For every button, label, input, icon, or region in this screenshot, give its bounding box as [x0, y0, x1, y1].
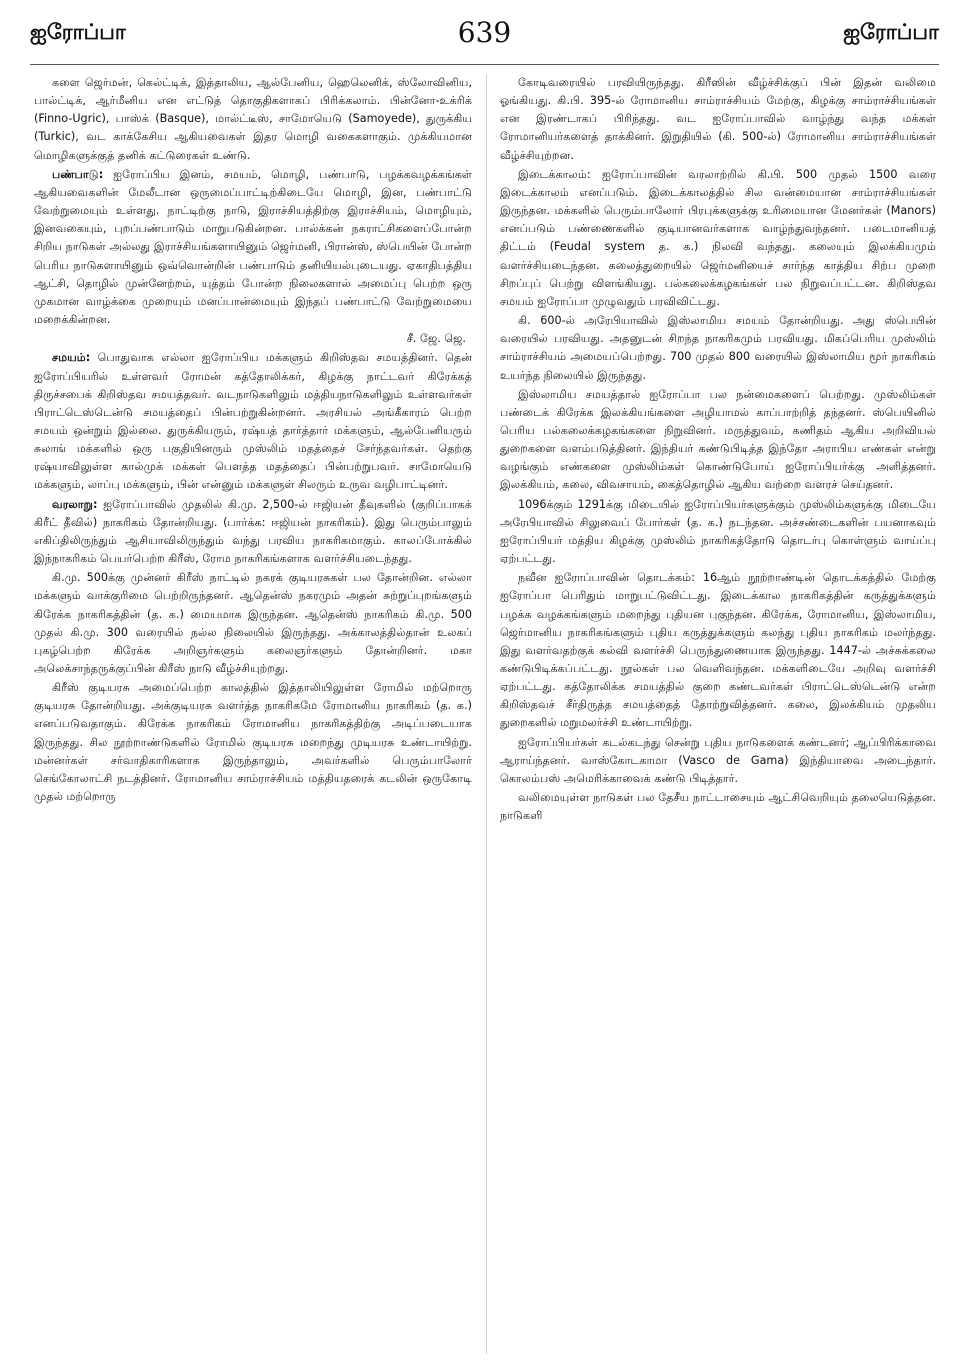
- right-column: [500, 74, 936, 1354]
- paragraph: [500, 789, 936, 825]
- paragraph-text: ஐரோப்பியர்கள் கடல்கடந்து சென்று புதிய நாடுகளைக் கண்டனர்; ஆப்பிரிக்காவை ஆராய்ந்தனர். வாஸ்கோடகாமா (Vasco de Gama) இந்தியாவை அடைந்தார். கொலம்பஸ் அமெரிக்காவைக் கண்டு பிடித்தார்.: [500, 735, 936, 785]
- paragraph-text: இடைக்காலம்: ஐரோப்பாவின் வரலாற்றில் கி.பி. 500 முதல் 1500 வரை இடைக்காலம் எனப்படும். இடைக்காலத்தில் சில வன்மையான சாம்ராச்சியங்கள் இருந்தன. மக்களில் பெரும்பாலோர் பிரபுக்களுக்கு உரிமையான மேனர்கள் (Manors) எனப்படும் பண்ணைகளில் குடியானவர்களாக வாழ்ந்துவந்தனர். படைமானியத் திட்டம் (Feudal system த. க.) நிலவி வந்தது. கலையும் இலக்கியமும் வளர்ச்சியடைந்தன. கலைத்துறையில் ஜெர்மனியைச் சார்ந்த காத்திய சிற்ப முறை சிறப்புப் பெற்று விளங்கியது. பல்கலைக்கழகங்கள் பல நிறுவப்பட்டன. கிறிஸ்தவ சமயம் ஐரோப்பா முழுவதும் பரவிவிட்டது.: [500, 167, 936, 308]
- paragraph: [34, 496, 472, 569]
- paragraph-text: களை ஜெர்மன், கெல்ட்டிக், இத்தாலிய, ஆல்பேனிய, ஹெலெனிக், ஸ்லோவினிய, பால்ட்டிக், ஆர்மீனிய என எட்டுத் தொகுதிகளாகப் பிரிக்கலாம். பின்னோ-உக்ரிக் (Finno-Ugric), பாஸ்க் (Basque), மால்ட்டீஸ், சாமோயெடு (Samoyede), துருக்கிய (Turkic), வட காக்கேசிய ஆகியவைகள் இதர மொழி வகைகளாகும். முக்கியமான மொழிகளுக்குத் தனிக் கட்டுரைகள் உண்டு.: [34, 76, 472, 162]
- paragraph: [500, 312, 936, 385]
- section-lead: வரலாறு:: [52, 497, 98, 511]
- paragraph: [500, 386, 936, 495]
- header-left-title: ஐரோப்பா: [30, 20, 126, 44]
- paragraph-text: கிரீஸ் குடியரசு அமைப்பெற்ற காலத்தில் இத்தாலியிலுள்ள ரோமில் மற்றொரு குடியரசு தோன்றியது. அக்குடியரசு வளர்த்த நாகரிகமே ரோமானிய நாகரிகம் (த. க.) எனப்படுவதாகும். கிரேக்க நாகரிகம் ரோமானிய நாகரிகத்திற்கு அடிப்படையாக இருந்தது. சில நூற்றாண்டுகளில் ரோமில் குடியரசு மறைந்து முடியரசு உண்டாயிற்று. மன்னர்கள் சர்வாதிகாரிகளாக இருந்தாலும், அவர்களில் பெரும்பாலோர் செங்கோலாட்சி நடத்தினர். ரோமானிய சாம்ராச்சியம் மத்தியதரைக் கடலின் ஒருகோடி முதல் மற்றொரு: [34, 681, 472, 804]
- paragraph-text: கி.மு. 500க்கு முன்னர் கிரீஸ் நாட்டில் நகரக் குடியரசுகள் பல தோன்றின. எல்லா மக்களும் வாக்குரிமை பெற்றிருந்தனர். ஆதென்ஸ் நகரமும் அதன் சுற்றுப்புறங்களும் கிரேக்க நாகரிகத்தின் (த. க.) மையமாக இருந்தன. ஆதென்ஸ் நாகரிகம் கி.மு. 500 முதல் கி.மு. 300 வரையில் நல்ல நிலையில் இருந்தது. அக்காலத்தில்தான் உலகப் புகழ்பெற்ற கிரேக்க அறிஞர்களும் கலைஞர்களும் தோன்றினர். மகா அலெக்சாந்தருக்குப்பின் கிரீஸ் நாடு வீழ்ச்சியுற்றது.: [34, 571, 472, 675]
- paragraph: [34, 349, 472, 494]
- paragraph: [500, 166, 936, 311]
- paragraph-text: வலிமையுள்ள நாடுகள் பல தேசீய நாட்டாசையும் ஆட்சிவெறியும் தலையெடுத்தன. நாடுகளி: [500, 791, 936, 823]
- paragraph: [500, 496, 936, 569]
- page-number: 639: [457, 16, 512, 49]
- section-lead: சமயம்:: [52, 351, 91, 365]
- paragraph-text: ஐரோப்பிய இனம், சமயம், மொழி, பண்பாடு, பழக்கவழக்கங்கள் ஆகியவைகளின் மேலீடான ஒருமைப்பாட்டிற்கிடையே மொழி, இன, பண்பாட்டு வேற்றுமையும் உள்ளது. நாட்டிற்கு நாடு, இராச்சியத்திற்கு இராச்சியம், மொழியும், இனவகையும், புறப்பண்பாடும் மாறுபடுகின்றன. பால்க்கன் நகராட்சிகளைப்போன்ற சிறிய நாடுகள் அல்லது இராச்சியங்களாயினும் ஜெர்மனி, பிரான்ஸ், ஸ்பெயின் போன்ற பெரிய நாடுகளாயினும் ஒவ்வொன்றின் பண்பாடும் தனியியல்புடையது. ஏகாதிபத்திய ஆட்சி, தொழில் முன்னேற்றம், யுத்தம் போன்ற நிலைகளால் அமைப்பு பெற்ற ஒரு முகமான வாழ்க்கை முறையும் மனப்பான்மையும் இந்தப் பண்பாட்டு வேற்றுமையை மறைக்கின்றன.: [34, 167, 472, 327]
- paragraph: [34, 74, 472, 165]
- header-right-title: ஐரோப்பா: [843, 20, 939, 44]
- paragraph-text: சீ. ஜே. ஜெ.: [406, 332, 466, 346]
- paragraph-text: இஸ்லாமிய சமயத்தால் ஐரோப்பா பல நன்மைகளைப் பெற்றது. முஸ்லிம்கள் பண்டைக் கிரேக்க இலக்கியங்களை அழியாமல் காப்பாற்றித் தந்தனர். ஸ்பெயினில் பெரிய பல்கலைக்கழகங்களை நிறுவினர். மருத்துவம், கணிதம் ஆகிய அறிவியல் துறைகளை வளம்படுத்தினர். இந்தியர் கண்டுபிடித்த இந்தோ அராபிய எண்கள் என்று வழங்கும் எண்களை முஸ்லிம்கள் கொண்டுபோய் ஐரோப்பியர்க்கு அளித்தனர். இலக்கியம், கலை, விவசாயம், கைத்தொழில் ஆகிய வற்றை வளரச் செய்தனர்.: [500, 387, 936, 492]
- paragraph-text: பொதுவாக எல்லா ஐரோப்பிய மக்களும் கிறிஸ்தவ சமயத்தினர். தென் ஐரோப்பியரில் உள்ளவர் ரோமன் கத்தோலிக்கர், கிழக்கு நாட்டவர் கிரேக்கத் திருச்சபைக் கிறிஸ்தவ சமயத்தவர். வடநாடுகளிலும் மத்தியநாடுகளிலும் உள்ளவர்கள் பிராட்டெஸ்டென்டு சமயத்தைப் பின்பற்றுகின்றனர். அரசியல் அங்கீகாரம் பெற்ற சமயம் ஒன்றும் இல்லை. துருக்கியரும், ரஷ்யத் தார்த்தார் மக்களும், ஆல்பேனியரும் சுலாங் மக்களில் ஒரு பகுதியினரும் முஸ்லிம் மதத்தைச் சேர்ந்தவர்கள். தெற்கு ரஷ்யாவிலுள்ள கால்முக் மக்கள் பௌத்த மதத்தைப் பின்பற்றுபவர். சாமோயெடு மக்களும், லாப்பு மக்களும், பின் என்னும் மக்களுள் சிலரும் உருவ வழிபாட்டினர்.: [34, 351, 472, 492]
- author-signature: [34, 330, 472, 348]
- paragraph-text: நவீன ஐரோப்பாவின் தொடக்கம்: 16ஆம் நூற்றாண்டின் தொடக்கத்தில் மேற்கு ஐரோப்பா பெரிதும் மாறுபட்டுவிட்டது. இடைக்கால நாகரிகத்தின் கருத்துக்களும் பழக்க வழக்கங்களும் மறைந்து புதியன புகுந்தன. கிரேக்க, ரோமானிய, இஸ்லாமிய, ஜெர்மானிய நாகரிகங்களும் புதிய கருத்துக்களும் கலந்து புதிய நாகரிகம் மலர்ந்தது. இது வளர்வதற்குக் கல்வி வளர்ச்சி பெருந்துணையாக இருந்தது. 1447-ல் அச்சுக்கலை கண்டுபிடிக்கப்பட்டது. நூல்கள் பல வெளிவந்தன. மக்களிடையே அறிவு வளர்ச்சி ஏற்பட்டது. கத்தோலிக்க சமயத்தில் குறை கண்டவர்கள் பிராட்டெஸ்டென்டு என்ற கிறிஸ்தவச் சீர்திருத்த சமயத்தைத் தோற்றுவித்தனர். கலை, இலக்கியம் முதலிய துறைகளில் மறுமலர்ச்சி உண்டாயிற்று.: [500, 571, 936, 730]
- page-header: [30, 16, 939, 65]
- paragraph-text: கி. 600-ல் அரேபியாவில் இஸ்லாமிய சமயம் தோன்றியது. அது ஸ்பெயின் வரையில் பரவியது. அதனுடன் சிறந்த நாகரிகமும் பரவியது. மிகப்பெரிய முஸ்லிம் சாம்ராச்சியம் அமையப்பெற்றது. 700 முதல் 800 வரையில் இஸ்லாமிய மூர் நாகரிகம் உயர்ந்த நிலையில் இருந்தது.: [500, 314, 936, 382]
- left-column: [34, 74, 472, 1354]
- paragraph: [500, 74, 936, 165]
- paragraph: [34, 679, 472, 806]
- column-divider: [486, 74, 487, 1354]
- paragraph: [34, 166, 472, 329]
- paragraph: [500, 569, 936, 732]
- paragraph-text: 1096க்கும் 1291க்கு மிடையில் ஐரோப்பியர்களுக்கும் முஸ்லிம்களுக்கு மிடையே அரேபியாவில் சிலுவைப் போர்கள் (த. க.) நடந்தன. அச்சண்டைகளின் பயனாகவும் ஐரோப்பியர் மத்திய கிழக்கு முஸ்லிம் நாகரிகத்தோடு தொடர்பு கொள்ளும் வாய்ப்பு ஏற்பட்டது.: [500, 497, 936, 566]
- paragraph-text: கோடிவரையில் பரவியிருந்தது. கிரீஸின் வீழ்ச்சிக்குப் பின் இதன் வலிமை ஓங்கியது. கி.பி. 395-ல் ரோமானிய சாம்ராச்சியம் மேற்கு, கிழக்கு சாம்ராச்சியங்கள் என இரண்டாகப் பிரிந்தது. வட ஐரோப்பாவில் வாழ்ந்து வந்த மக்கள் ரோமானியர்களைத் தாக்கினர். இறுதியில் (கி. 500-ல்) ரோமானிய சாம்ராச்சியங்கள் வீழ்ச்சியுற்றன.: [500, 76, 936, 162]
- paragraph: [500, 734, 936, 788]
- paragraph: [34, 569, 472, 678]
- section-lead: பண்பாடு:: [52, 167, 104, 181]
- paragraph-text: ஐரோப்பாவில் முதலில் கி.மு. 2,500-ல் ஈஜியன் தீவுகளில் (குறிப்பாகக் கிரீட் தீவில்) நாகரிகம் தோன்றியது. (பார்க்க: ஈஜியன் நாகரிகம்). இது பெரும்பாலும் எகிப்திலிருந்தும் ஆசியாவிலிருந்தும் வந்து பரவிய நாகரிகமாகும். காலப்போக்கில் இந்நாகரிகம் பெயர்பெற்ற கிரீஸ், ரோம நாகரிகங்களாக வளர்ச்சியடைந்தது.: [34, 497, 472, 566]
